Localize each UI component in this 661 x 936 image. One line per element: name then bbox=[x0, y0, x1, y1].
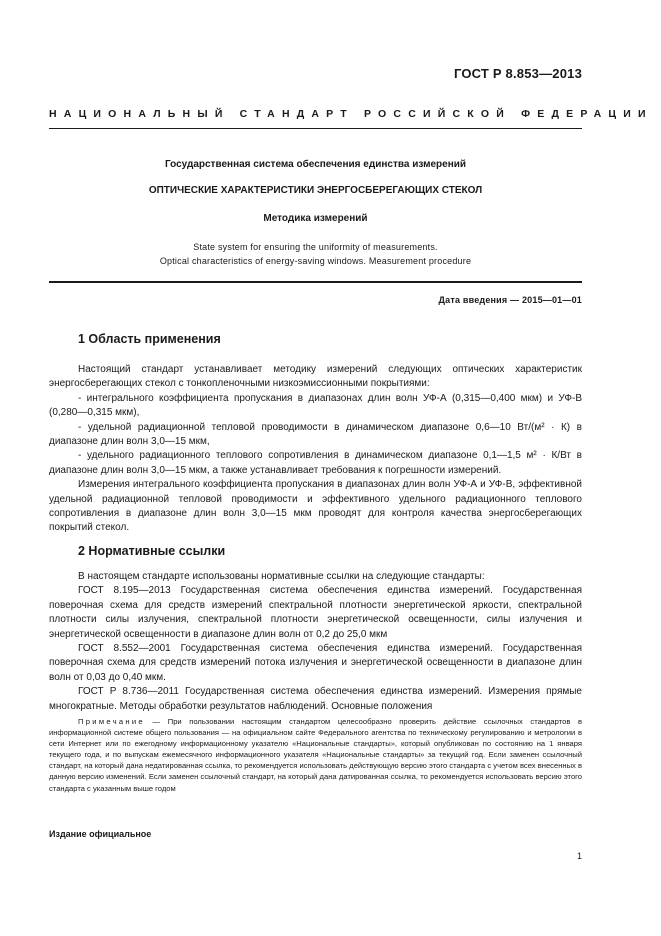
note-label: Примечание bbox=[78, 717, 145, 726]
section1-paragraph: - интегрального коэффициента пропускания в диапазонах длин волн УФ-А (0,315—0,400 мкм) и УФ-В (0,280—0,315 мкм), bbox=[49, 392, 582, 419]
note-block bbox=[49, 716, 582, 794]
header-divider bbox=[49, 128, 582, 129]
gost-code: ГОСТ Р 8.853—2013 bbox=[453, 66, 582, 81]
section1-heading: 1 Область применения bbox=[78, 332, 221, 346]
section1-paragraph: - удельного радиационного теплового сопротивления в динамическом диапазоне 0,1—1,5 м² · К/Вт в диапазоне длин волн 3,0—15 мкм, а также устанавливает требования к погрешности измерений. bbox=[49, 450, 582, 476]
edition-label: Издание официальное bbox=[49, 829, 152, 839]
title-system: Государственная система обеспечения единства измерений bbox=[164, 159, 467, 170]
title-divider bbox=[49, 281, 582, 283]
section1-paragraph: Измерения интегрального коэффициента пропускания в диапазонах длин волн УФ-А и УФ-В, эффективной удельной радиационной тепловой проводимости и эффективного удельного радиационного теплового сопротивления в диапазоне длин волн 3,0—15 мкм проводят для контроля качества энергосберегающих покрытий стекол. bbox=[49, 479, 582, 534]
section2-paragraph: ГОСТ 8.195—2013 Государственная система обеспечения единства измерений. Государственная поверочная схема для средств измерений спектральной плотности энергетической яркости, спектральной плотности силы излучения, спектральной плотности энергетической освещенности, силы излучения и энергетической освещенности в диапазоне длин волн от 0,2 до 25,0 мкм bbox=[49, 585, 582, 640]
section2-paragraph: ГОСТ Р 8.736—2011 Государственная система обеспечения единства измерений. Измерения прямые многократные. Методы обработки результатов наблюдений. Основные положения bbox=[49, 686, 582, 712]
section1-paragraph: - удельной радиационной тепловой проводимости в динамическом диапазоне 0,6—10 Вт/(м² · К) в диапазоне длин волн 3,0—15 мкм, bbox=[49, 421, 582, 448]
title-english-line2: Optical characteristics of energy-saving windows. Measurement procedure bbox=[159, 256, 472, 266]
title-main: ОПТИЧЕСКИЕ ХАРАКТЕРИСТИКИ ЭНЕРГОСБЕРЕГАЮЩИХ СТЕКОЛ bbox=[148, 185, 483, 196]
section2-heading: 2 Нормативные ссылки bbox=[78, 544, 226, 558]
title-english-line1: State system for ensuring the uniformity of measurements. bbox=[193, 242, 438, 252]
intro-date: Дата введения — 2015—01—01 bbox=[438, 295, 582, 305]
section2-body bbox=[49, 570, 582, 714]
note-text: — При пользовании настоящим стандартом целесообразно проверить действие ссылочных стандартов в информационной системе общего пользования — на официальном сайте Федерального агентства по техническому регулированию и метрологии в сети Интернет или по ежегодному информационному указателю «Национальные стандарты», который опубликован по состоянию на 1 января текущего года, и по выпускам ежемесячного информационного указателя «Национальные стандарты» за текущий год. Если заменен ссылочный стандарт, на который дана недатированная ссылка, то рекомендуется использовать действующую версию этого стандарта с учетом всех внесенных в данную версию изменений. Если заменен ссылочный стандарт, на который дана датированная ссылка, то рекомендуется использовать версию этого стандарта с указанным выше годом bbox=[49, 717, 582, 793]
page-number: 1 bbox=[576, 851, 582, 861]
title-sub: Методика измерений bbox=[263, 213, 368, 224]
national-standard-banner: НАЦИОНАЛЬНЫЙ СТАНДАРТ РОССИЙСКОЙ ФЕДЕРАЦИИ bbox=[49, 108, 653, 120]
section2-paragraph: В настоящем стандарте использованы нормативные ссылки на следующие стандарты: bbox=[78, 571, 485, 582]
section1-body bbox=[49, 363, 582, 536]
section2-paragraph: ГОСТ 8.552—2001 Государственная система обеспечения единства измерений. Государственная поверочная схема для средств измерений потока излучения и энергетической освещенности в диапазоне длин волн от 0,03 до 0,40 мкм. bbox=[49, 643, 582, 683]
section1-paragraph: Настоящий стандарт устанавливает методику измерений следующих оптических характеристик энергосберегающих стекол с тонкопленочными низкоэмиссионными покрытиями: bbox=[49, 364, 582, 390]
note-paragraph bbox=[49, 716, 582, 794]
